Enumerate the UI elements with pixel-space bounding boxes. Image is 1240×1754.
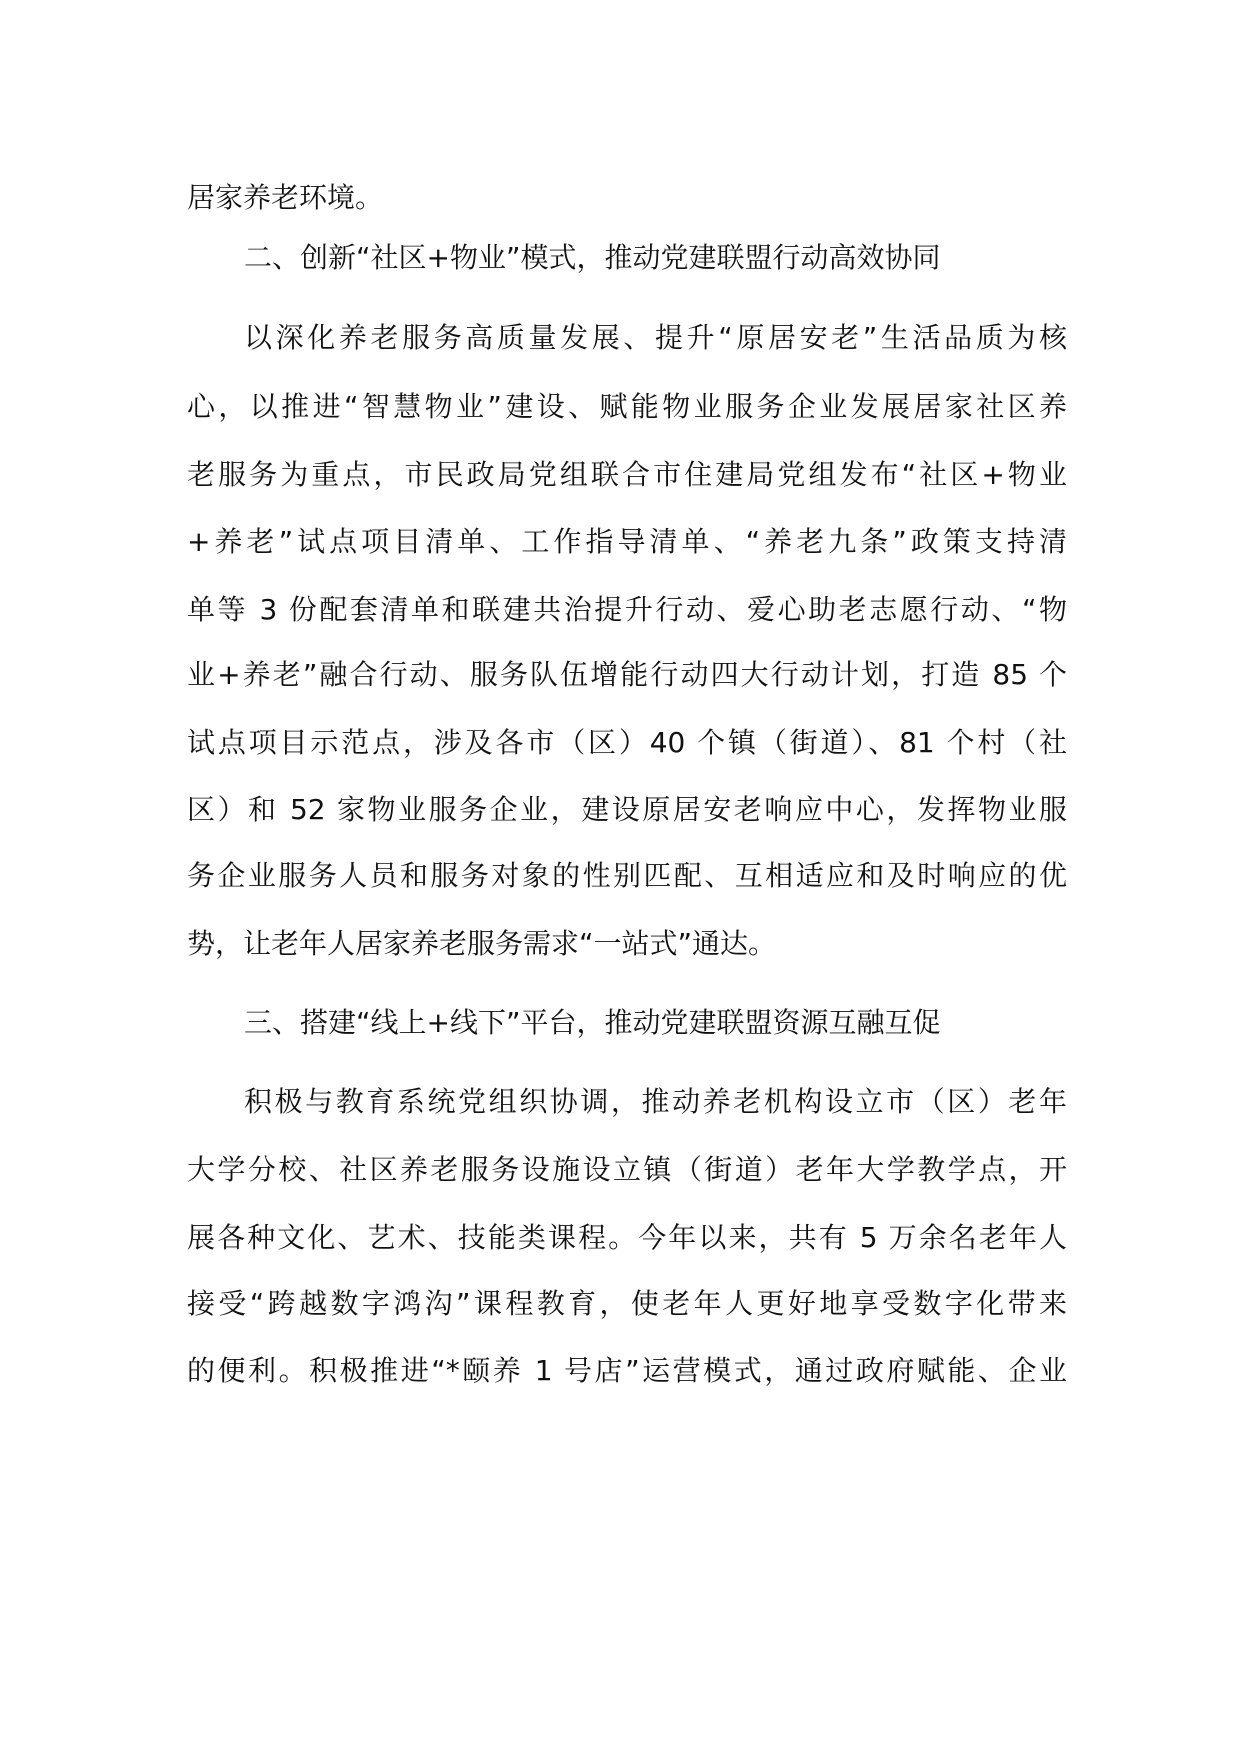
paragraph-line: 试点项目示范点，涉及各市（区）40 个镇（街道）、81 个村（社 — [187, 726, 1067, 759]
section-heading-3: 三、搭建“线上+线下”平台，推动党建联盟资源互融互促 — [244, 1006, 941, 1039]
paragraph-line: 势，让老年人居家养老服务需求“一站式”通达。 — [187, 927, 777, 960]
paragraph-line: +养老”试点项目清单、工作指导清单、“养老九条”政策支持清 — [187, 525, 1067, 558]
paragraph-line: 老服务为重点，市民政局党组联合市住建局党组发布“社区+物业 — [187, 458, 1067, 491]
paragraph-line: 心，以推进“智慧物业”建设、赋能物业服务企业发展居家社区养 — [187, 390, 1067, 423]
paragraph-line: 以深化养老服务高质量发展、提升“原居安老”生活品质为核 — [244, 321, 1067, 354]
paragraph-line: 大学分校、社区养老服务设施设立镇（街道）老年大学教学点，开 — [187, 1153, 1067, 1186]
paragraph-line: 的便利。积极推进“*颐养 1 号店”运营模式，通过政府赋能、企业 — [187, 1354, 1067, 1387]
paragraph-line: 接受“跨越数字鸿沟”课程教育，使老年人更好地享受数字化带来 — [187, 1287, 1067, 1320]
paragraph-line: 单等 3 份配套清单和联建共治提升行动、爱心助老志愿行动、“物 — [187, 593, 1067, 626]
paragraph-line: 展各种文化、艺术、技能类课程。今年以来，共有 5 万余名老年人 — [187, 1221, 1067, 1254]
paragraph-line: 务企业服务人员和服务对象的性别匹配、互相适应和及时响应的优 — [187, 859, 1067, 892]
paragraph-line: 区）和 52 家物业服务企业，建设原居安老响应中心，发挥物业服 — [187, 793, 1067, 826]
paragraph-line: 积极与教育系统党组织协调，推动养老机构设立市（区）老年 — [244, 1085, 1067, 1118]
paragraph-line: 业+养老”融合行动、服务队伍增能行动四大行动计划，打造 85 个 — [187, 658, 1067, 691]
section-heading-2: 二、创新“社区+物业”模式，推动党建联盟行动高效协同 — [244, 241, 941, 274]
paragraph-line: 居家养老环境。 — [187, 181, 384, 214]
